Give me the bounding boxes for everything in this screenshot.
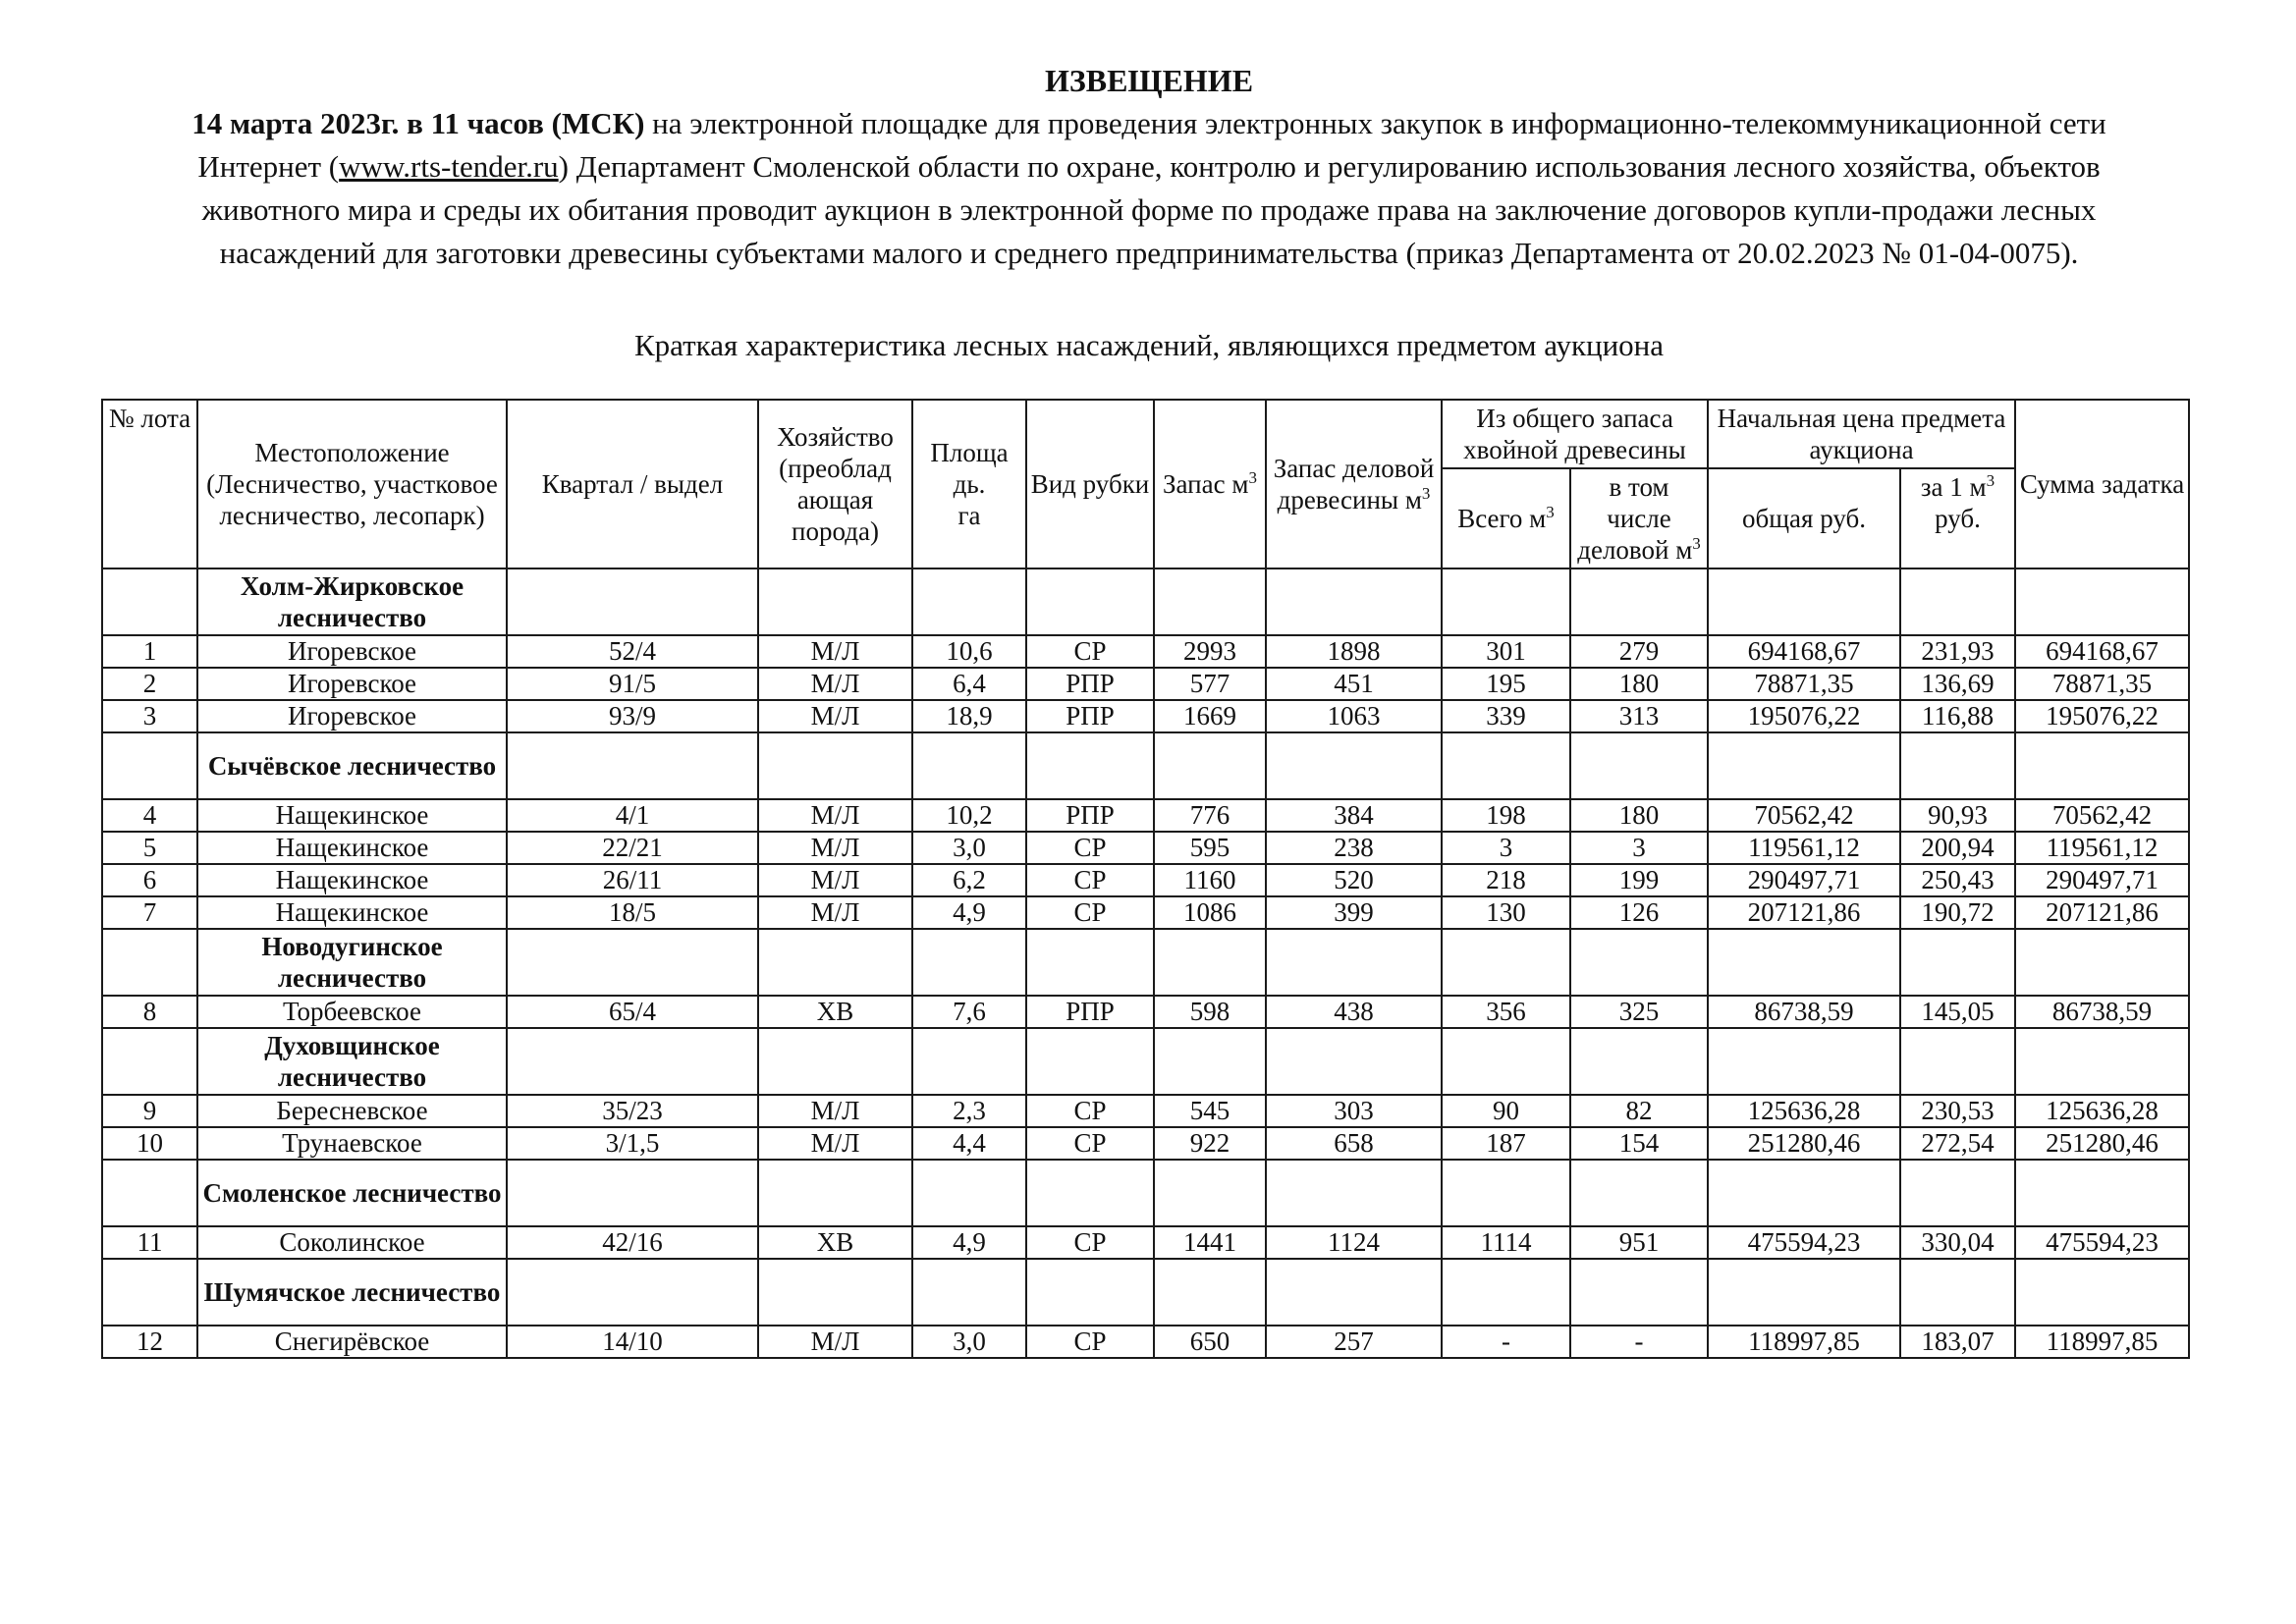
- cell-business: 257: [1266, 1326, 1442, 1358]
- cell-business: 1063: [1266, 700, 1442, 732]
- cell-business: 438: [1266, 996, 1442, 1028]
- cell-cut: СР: [1026, 896, 1154, 929]
- cell-cut: РПР: [1026, 700, 1154, 732]
- empty-cell: [507, 1028, 758, 1095]
- cell-cut: СР: [1026, 1326, 1154, 1358]
- cell-area: 4,4: [912, 1127, 1026, 1160]
- cell-place: Игоревское: [197, 700, 507, 732]
- table-header: [102, 400, 2189, 568]
- cell-kh: М/Л: [758, 799, 912, 832]
- cell-area: 10,2: [912, 799, 1026, 832]
- cell-con-business: 180: [1570, 799, 1708, 832]
- cell-cut: СР: [1026, 864, 1154, 896]
- cell-deposit: 207121,86: [2015, 896, 2189, 929]
- cell-con-total: 90: [1442, 1095, 1570, 1127]
- empty-cell: [758, 1028, 912, 1095]
- forestry-group-row: [102, 568, 2189, 635]
- notice-title: ИЗВЕЩЕНИЕ: [1044, 63, 1254, 98]
- cell-per-m3: 145,05: [1900, 996, 2015, 1028]
- cell-place: Торбеевское: [197, 996, 507, 1028]
- empty-cell: [1442, 568, 1570, 635]
- cell-kv: 14/10: [507, 1326, 758, 1358]
- cell-con-business: 82: [1570, 1095, 1708, 1127]
- cell-no: 4: [102, 799, 197, 832]
- cell-area: 10,6: [912, 635, 1026, 668]
- empty-cell: [1900, 1259, 2015, 1326]
- cell-business: 384: [1266, 799, 1442, 832]
- cell-per-m3: 183,07: [1900, 1326, 2015, 1358]
- forestry-name: Сычёвское лесничество: [197, 732, 507, 799]
- cell-kv: 91/5: [507, 668, 758, 700]
- header-business-stock-sup: 3: [1421, 484, 1431, 503]
- forestry-name: Шумячское лесничество: [197, 1259, 507, 1326]
- notice-text-part-1: на электронной площадке для проведения электронных закупок в информационно-телекоммуникационной сети Интернет (: [197, 106, 2106, 184]
- cell-con-total: 301: [1442, 635, 1570, 668]
- cell-stock: 595: [1154, 832, 1266, 864]
- cell-con-business: 951: [1570, 1226, 1708, 1259]
- empty-cell: [1266, 1160, 1442, 1226]
- cell-con-total: 195: [1442, 668, 1570, 700]
- cell-con-business: 154: [1570, 1127, 1708, 1160]
- forestry-name: Новодугинское лесничество: [197, 929, 507, 996]
- cell-cut: РПР: [1026, 996, 1154, 1028]
- cell-deposit: 125636,28: [2015, 1095, 2189, 1127]
- cell-cut: СР: [1026, 1095, 1154, 1127]
- cell-con-business: 313: [1570, 700, 1708, 732]
- cell-con-total: -: [1442, 1326, 1570, 1358]
- cell-kv: 3/1,5: [507, 1127, 758, 1160]
- empty-cell: [1026, 1028, 1154, 1095]
- header-deposit: Сумма задатка: [2015, 400, 2189, 568]
- empty-cell: [758, 929, 912, 996]
- cell-con-total: 130: [1442, 896, 1570, 929]
- cell-no: 9: [102, 1095, 197, 1127]
- cell-per-m3: 330,04: [1900, 1226, 2015, 1259]
- header-stock-text: Запас м: [1163, 469, 1249, 499]
- cell-no: 7: [102, 896, 197, 929]
- cell-per-m3: 90,93: [1900, 799, 2015, 832]
- empty-cell: [1442, 732, 1570, 799]
- empty-cell: [507, 732, 758, 799]
- cell-area: 4,9: [912, 896, 1026, 929]
- cell-no: 12: [102, 1326, 197, 1358]
- empty-cell: [1026, 568, 1154, 635]
- cell-deposit: 475594,23: [2015, 1226, 2189, 1259]
- forestry-name: Смоленское лесничество: [197, 1160, 507, 1226]
- header-price-per-m3-text: за 1 м: [1920, 472, 1987, 502]
- empty-cell: [912, 1259, 1026, 1326]
- cell-kv: 22/21: [507, 832, 758, 864]
- cell-kh: М/Л: [758, 832, 912, 864]
- cell-stock: 545: [1154, 1095, 1266, 1127]
- cell-stock: 650: [1154, 1326, 1266, 1358]
- cell-deposit: 86738,59: [2015, 996, 2189, 1028]
- empty-cell: [1026, 929, 1154, 996]
- cell-price: 86738,59: [1708, 996, 1900, 1028]
- cell-place: Бересневское: [197, 1095, 507, 1127]
- cell-area: 6,4: [912, 668, 1026, 700]
- header-cut-type: Вид рубки: [1026, 400, 1154, 568]
- table-row: [102, 668, 2189, 700]
- cell-cut: СР: [1026, 1127, 1154, 1160]
- cell-area: 6,2: [912, 864, 1026, 896]
- header-conifer-group: Из общего запаса хвойной древесины: [1442, 400, 1708, 468]
- forestry-name: Духовщинское лесничество: [197, 1028, 507, 1095]
- empty-cell: [1442, 929, 1570, 996]
- cell-business: 1898: [1266, 635, 1442, 668]
- header-conifer-business-text: в том числе деловой м: [1577, 472, 1693, 565]
- empty-cell: [102, 732, 197, 799]
- cell-business: 399: [1266, 896, 1442, 929]
- empty-cell: [1442, 1259, 1570, 1326]
- cell-no: 2: [102, 668, 197, 700]
- header-price-per-m3-unit: руб.: [1935, 504, 1981, 533]
- empty-cell: [507, 568, 758, 635]
- cell-con-business: -: [1570, 1326, 1708, 1358]
- empty-cell: [1900, 1160, 2015, 1226]
- empty-cell: [1708, 1028, 1900, 1095]
- empty-cell: [1708, 568, 1900, 635]
- empty-cell: [1570, 732, 1708, 799]
- empty-cell: [507, 1259, 758, 1326]
- cell-stock: 1441: [1154, 1226, 1266, 1259]
- cell-per-m3: 190,72: [1900, 896, 2015, 929]
- table-row: [102, 1226, 2189, 1259]
- table-caption: Краткая характеристика лесных насаждений, являющихся предметом аукциона: [633, 328, 1665, 362]
- empty-cell: [102, 929, 197, 996]
- cell-price: 70562,42: [1708, 799, 1900, 832]
- cell-deposit: 119561,12: [2015, 832, 2189, 864]
- cell-no: 10: [102, 1127, 197, 1160]
- empty-cell: [1154, 1259, 1266, 1326]
- cell-no: 1: [102, 635, 197, 668]
- cell-per-m3: 200,94: [1900, 832, 2015, 864]
- forestry-name: Холм-Жирковское лесничество: [197, 568, 507, 635]
- cell-price: 251280,46: [1708, 1127, 1900, 1160]
- cell-area: 2,3: [912, 1095, 1026, 1127]
- cell-place: Нащекинское: [197, 799, 507, 832]
- cell-kh: М/Л: [758, 896, 912, 929]
- notice-header: [147, 59, 2151, 275]
- cell-deposit: 694168,67: [2015, 635, 2189, 668]
- empty-cell: [1266, 1259, 1442, 1326]
- table-body: [102, 568, 2189, 1358]
- cell-stock: 1160: [1154, 864, 1266, 896]
- cell-kv: 26/11: [507, 864, 758, 896]
- cell-cut: СР: [1026, 1226, 1154, 1259]
- cell-con-business: 199: [1570, 864, 1708, 896]
- table-row: [102, 864, 2189, 896]
- cell-business: 658: [1266, 1127, 1442, 1160]
- header-conifer-business: [1570, 468, 1708, 568]
- cell-per-m3: 116,88: [1900, 700, 2015, 732]
- cell-deposit: 70562,42: [2015, 799, 2189, 832]
- header-business-stock-text: Запас деловой древесины м: [1273, 454, 1435, 514]
- table-row: [102, 1127, 2189, 1160]
- cell-price: 207121,86: [1708, 896, 1900, 929]
- cell-kh: М/Л: [758, 635, 912, 668]
- cell-price: 694168,67: [1708, 635, 1900, 668]
- cell-place: Игоревское: [197, 668, 507, 700]
- cell-place: Соколинское: [197, 1226, 507, 1259]
- forestry-group-row: [102, 732, 2189, 799]
- cell-stock: 776: [1154, 799, 1266, 832]
- empty-cell: [1442, 1028, 1570, 1095]
- cell-place: Нащекинское: [197, 896, 507, 929]
- cell-place: Нащекинское: [197, 832, 507, 864]
- empty-cell: [2015, 1259, 2189, 1326]
- table-row: [102, 832, 2189, 864]
- cell-no: 11: [102, 1226, 197, 1259]
- empty-cell: [1570, 1160, 1708, 1226]
- empty-cell: [758, 732, 912, 799]
- header-lot-no: № лота: [102, 400, 197, 568]
- cell-kv: 52/4: [507, 635, 758, 668]
- cell-con-business: 180: [1570, 668, 1708, 700]
- cell-per-m3: 272,54: [1900, 1127, 2015, 1160]
- cell-stock: 598: [1154, 996, 1266, 1028]
- cell-kv: 42/16: [507, 1226, 758, 1259]
- empty-cell: [1708, 732, 1900, 799]
- empty-cell: [1708, 1160, 1900, 1226]
- empty-cell: [912, 732, 1026, 799]
- empty-cell: [912, 1160, 1026, 1226]
- forestry-group-row: [102, 1028, 2189, 1095]
- empty-cell: [1266, 568, 1442, 635]
- cell-deposit: 195076,22: [2015, 700, 2189, 732]
- cell-con-business: 3: [1570, 832, 1708, 864]
- cell-per-m3: 250,43: [1900, 864, 2015, 896]
- cell-place: Трунаевское: [197, 1127, 507, 1160]
- empty-cell: [2015, 568, 2189, 635]
- empty-cell: [2015, 732, 2189, 799]
- empty-cell: [1026, 1160, 1154, 1226]
- empty-cell: [1900, 1028, 2015, 1095]
- cell-price: 119561,12: [1708, 832, 1900, 864]
- cell-price: 290497,71: [1708, 864, 1900, 896]
- header-area-line-2: дь.: [953, 469, 986, 499]
- cell-kh: М/Л: [758, 1095, 912, 1127]
- cell-kv: 35/23: [507, 1095, 758, 1127]
- cell-con-total: 187: [1442, 1127, 1570, 1160]
- table-row: [102, 1326, 2189, 1358]
- cell-business: 238: [1266, 832, 1442, 864]
- empty-cell: [1570, 929, 1708, 996]
- cell-con-total: 1114: [1442, 1226, 1570, 1259]
- header-kvartal: Квартал / выдел: [507, 400, 758, 568]
- cell-con-business: 325: [1570, 996, 1708, 1028]
- header-price-group: Начальная цена предмета аукциона: [1708, 400, 2015, 468]
- empty-cell: [1154, 929, 1266, 996]
- table-row: [102, 635, 2189, 668]
- header-conifer-total-sup: 3: [1546, 503, 1555, 521]
- header-business-stock: [1266, 400, 1442, 568]
- header-price-total: общая руб.: [1708, 468, 1900, 568]
- cell-con-business: 279: [1570, 635, 1708, 668]
- cell-stock: 922: [1154, 1127, 1266, 1160]
- empty-cell: [1708, 929, 1900, 996]
- empty-cell: [1900, 732, 2015, 799]
- cell-business: 520: [1266, 864, 1442, 896]
- empty-cell: [912, 568, 1026, 635]
- cell-con-total: 339: [1442, 700, 1570, 732]
- cell-cut: СР: [1026, 635, 1154, 668]
- empty-cell: [1154, 1160, 1266, 1226]
- header-stock-sup: 3: [1248, 468, 1257, 487]
- header-stock: [1154, 400, 1266, 568]
- empty-cell: [1570, 1028, 1708, 1095]
- header-conifer-total: [1442, 468, 1570, 568]
- header-conifer-business-sup: 3: [1692, 534, 1701, 553]
- empty-cell: [1026, 1259, 1154, 1326]
- cell-stock: 2993: [1154, 635, 1266, 668]
- cell-area: 7,6: [912, 996, 1026, 1028]
- cell-price: 195076,22: [1708, 700, 1900, 732]
- empty-cell: [1266, 929, 1442, 996]
- empty-cell: [1570, 1259, 1708, 1326]
- empty-cell: [758, 1160, 912, 1226]
- empty-cell: [1154, 1028, 1266, 1095]
- forestry-group-row: [102, 929, 2189, 996]
- tender-site-link[interactable]: www.rts-tender.ru: [339, 149, 559, 184]
- empty-cell: [1154, 732, 1266, 799]
- empty-cell: [102, 1259, 197, 1326]
- header-location: Местоположение (Лесничество, участковое лесничество, лесопарк): [197, 400, 507, 568]
- header-price-per-m3-sup: 3: [1986, 471, 1995, 490]
- cell-per-m3: 231,93: [1900, 635, 2015, 668]
- table-row: [102, 896, 2189, 929]
- cell-cut: РПР: [1026, 799, 1154, 832]
- cell-kh: М/Л: [758, 864, 912, 896]
- cell-kh: ХВ: [758, 1226, 912, 1259]
- empty-cell: [912, 1028, 1026, 1095]
- cell-kh: М/Л: [758, 1127, 912, 1160]
- table-row: [102, 799, 2189, 832]
- header-area-line-3: га: [957, 501, 981, 530]
- cell-place: Снегирёвское: [197, 1326, 507, 1358]
- cell-no: 8: [102, 996, 197, 1028]
- cell-cut: СР: [1026, 832, 1154, 864]
- empty-cell: [2015, 929, 2189, 996]
- cell-con-total: 198: [1442, 799, 1570, 832]
- cell-no: 6: [102, 864, 197, 896]
- empty-cell: [2015, 1028, 2189, 1095]
- forestry-group-row: [102, 1160, 2189, 1226]
- empty-cell: [507, 929, 758, 996]
- cell-kh: М/Л: [758, 668, 912, 700]
- cell-stock: 1086: [1154, 896, 1266, 929]
- cell-kh: М/Л: [758, 1326, 912, 1358]
- cell-price: 125636,28: [1708, 1095, 1900, 1127]
- cell-kh: ХВ: [758, 996, 912, 1028]
- forestry-group-row: [102, 1259, 2189, 1326]
- empty-cell: [1900, 568, 2015, 635]
- cell-con-total: 356: [1442, 996, 1570, 1028]
- cell-stock: 1669: [1154, 700, 1266, 732]
- lots-table: [101, 399, 2190, 1359]
- cell-deposit: 290497,71: [2015, 864, 2189, 896]
- cell-con-business: 126: [1570, 896, 1708, 929]
- cell-deposit: 78871,35: [2015, 668, 2189, 700]
- empty-cell: [1900, 929, 2015, 996]
- cell-price: 78871,35: [1708, 668, 1900, 700]
- cell-business: 303: [1266, 1095, 1442, 1127]
- empty-cell: [1708, 1259, 1900, 1326]
- empty-cell: [1266, 1028, 1442, 1095]
- cell-con-total: 3: [1442, 832, 1570, 864]
- auction-date: 14 марта 2023г. в 11 часов (МСК): [191, 106, 645, 140]
- cell-per-m3: 136,69: [1900, 668, 2015, 700]
- empty-cell: [1570, 568, 1708, 635]
- cell-no: 3: [102, 700, 197, 732]
- cell-per-m3: 230,53: [1900, 1095, 2015, 1127]
- header-price-per-m3: [1900, 468, 2015, 568]
- table-row: [102, 1095, 2189, 1127]
- header-conifer-total-text: Всего м: [1457, 504, 1547, 533]
- empty-cell: [912, 929, 1026, 996]
- cell-deposit: 251280,46: [2015, 1127, 2189, 1160]
- cell-place: Нащекинское: [197, 864, 507, 896]
- notice-text-part-2: ) Департамент Смоленской области по охране, контролю и регулированию использования лесного хозяйства, объектов животного мира и среды их обитания проводит аукцион в электронной форме по продаже права на заключение договоров купли-продажи лесных насаждений для заготовки древесины субъектами малого и среднего предпринимательства (приказ Департамента от 20.02.2023 № 01-04-0075).: [201, 149, 2101, 270]
- cell-place: Игоревское: [197, 635, 507, 668]
- cell-deposit: 118997,85: [2015, 1326, 2189, 1358]
- cell-price: 475594,23: [1708, 1226, 1900, 1259]
- cell-kv: 18/5: [507, 896, 758, 929]
- header-area: [912, 400, 1026, 568]
- empty-cell: [507, 1160, 758, 1226]
- cell-stock: 577: [1154, 668, 1266, 700]
- empty-cell: [2015, 1160, 2189, 1226]
- empty-cell: [102, 1028, 197, 1095]
- header-khozyaystvo: Хозяйство (преоблад ающая порода): [758, 400, 912, 568]
- empty-cell: [102, 1160, 197, 1226]
- cell-area: 3,0: [912, 1326, 1026, 1358]
- table-row: [102, 700, 2189, 732]
- empty-cell: [1026, 732, 1154, 799]
- empty-cell: [102, 568, 197, 635]
- cell-kv: 93/9: [507, 700, 758, 732]
- notice-body: [147, 102, 2151, 275]
- cell-business: 1124: [1266, 1226, 1442, 1259]
- cell-area: 18,9: [912, 700, 1026, 732]
- empty-cell: [1442, 1160, 1570, 1226]
- cell-area: 3,0: [912, 832, 1026, 864]
- cell-kv: 65/4: [507, 996, 758, 1028]
- cell-kv: 4/1: [507, 799, 758, 832]
- empty-cell: [1154, 568, 1266, 635]
- cell-kh: М/Л: [758, 700, 912, 732]
- cell-no: 5: [102, 832, 197, 864]
- cell-con-total: 218: [1442, 864, 1570, 896]
- cell-business: 451: [1266, 668, 1442, 700]
- cell-cut: РПР: [1026, 668, 1154, 700]
- cell-area: 4,9: [912, 1226, 1026, 1259]
- empty-cell: [758, 1259, 912, 1326]
- table-row: [102, 996, 2189, 1028]
- cell-price: 118997,85: [1708, 1326, 1900, 1358]
- header-area-line-1: Площа: [930, 438, 1009, 467]
- empty-cell: [758, 568, 912, 635]
- empty-cell: [1266, 732, 1442, 799]
